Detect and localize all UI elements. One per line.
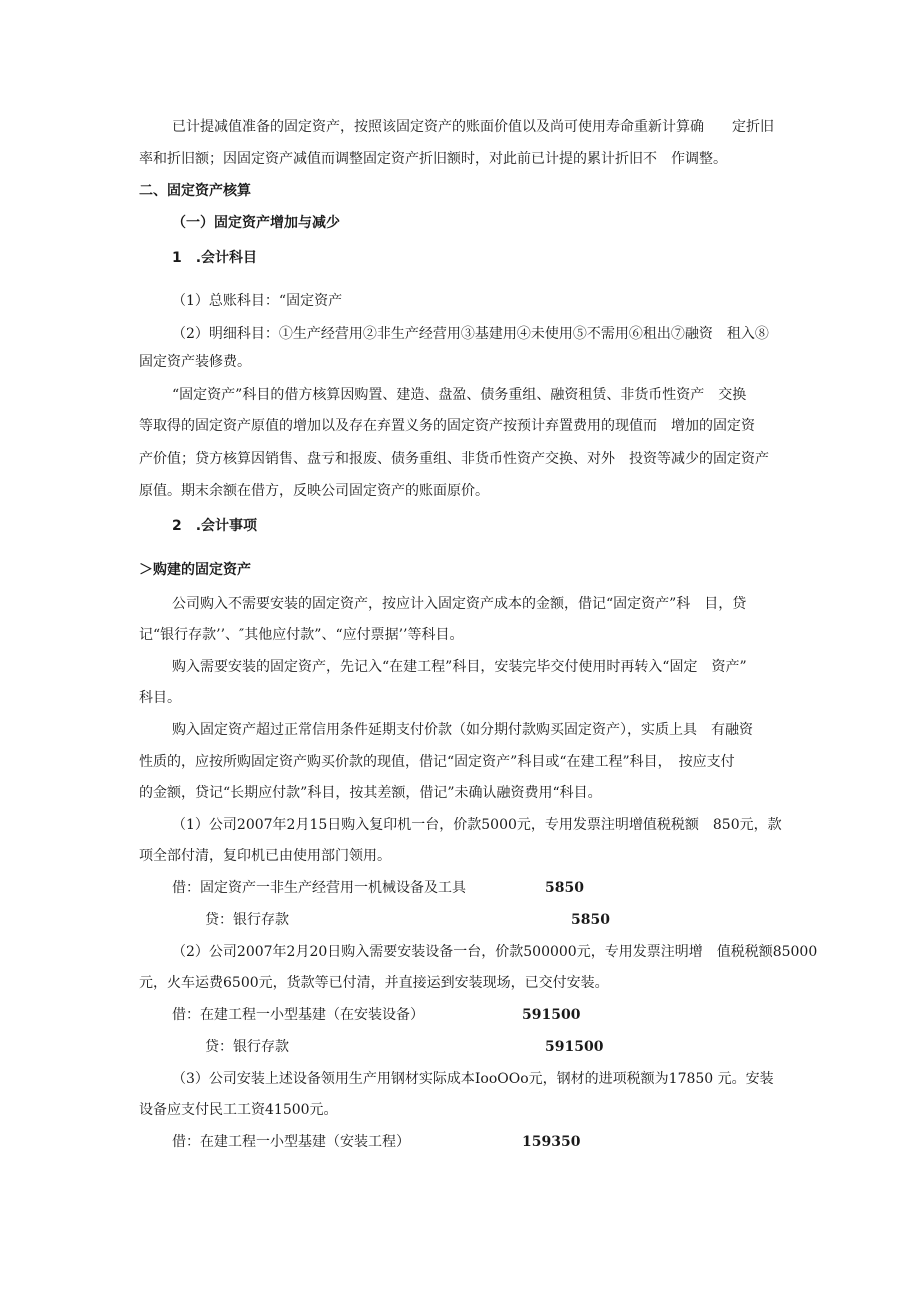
subsection-heading: ＞购建的固定资产 [139,562,251,578]
list-item: （2）明细科目：①生产经营用②非生产经营用③基建用④未使用⑤不需用⑥租出⑦融资 租入⑧ [172,326,769,342]
journal-credit: 贷：银行存款 [205,912,289,928]
paragraph-line: 科目。 [139,690,181,706]
journal-debit: 借：在建工程一小型基建（安装工程） [172,1134,410,1150]
paragraph-line: 记“银行存款’’、″其他应付款”、“应付票据’’等科目。 [139,627,464,643]
journal-debit: 借：在建工程一小型基建（在安装设备） [172,1007,424,1023]
list-item: 固定资产装修费。 [139,354,251,370]
subsection-heading: （一）固定资产增加与减少 [172,215,340,231]
item-heading: 1 .会计科目 [172,250,258,266]
paragraph-line: 公司购入不需要安装的固定资产，按应计入固定资产成本的金额，借记“固定资产”科 目，贷 [172,596,747,612]
example-line: 元，火车运费6500元，货款等已付清，并直接运到安装现场，已交付安装。 [139,975,609,991]
journal-amount: 591500 [522,1007,581,1023]
paragraph-line: 等取得的固定资产原值的增加以及存在弃置义务的固定资产按预计弃置费用的现值而 增加的固定资 [139,418,755,434]
paragraph-line: 购入固定资产超过正常信用条件延期支付价款（如分期付款购买固定资产），实质上具 有融资 [172,722,753,738]
section-heading: 二、固定资产核算 [139,183,251,199]
paragraph-line: 原值。期末余额在借方，反映公司固定资产的账面原价。 [139,483,489,499]
example-line: （2）公司2007年2月20日购入需要安装设备一台，价款500000元，专用发票注明增 值税税额85000 [172,944,818,960]
example-line: （1）公司2007年2月15日购入复印机一台，价款5000元，专用发票注明增值税税额 850元，款 [172,817,782,833]
journal-amount: 5850 [545,880,584,896]
paragraph-line: 已计提减值准备的固定资产，按照该固定资产的账面价值以及尚可使用寿命重新计算确 定折旧 [172,119,774,135]
journal-amount: 159350 [522,1134,581,1150]
paragraph-line: 购入需要安装的固定资产，先记入“在建工程”科目，安装完毕交付使用时再转入“固定 资产” [172,659,747,675]
journal-credit: 贷：银行存款 [205,1039,289,1055]
example-line: 设备应支付民工工资41500元。 [139,1102,338,1118]
paragraph-line: 产价值；贷方核算因销售、盘亏和报废、债务重组、非货币性资产交换、对外 投资等减少的固定资产 [139,451,769,467]
list-item: （1）总账科目：“固定资产 [172,293,343,309]
paragraph-line: 率和折旧额；因固定资产减值而调整固定资产折旧额时，对此前已计提的累计折旧不 作调整。 [139,151,727,167]
example-line: 项全部付清，复印机已由使用部门领用。 [139,848,391,864]
journal-debit: 借：固定资产一非生产经营用一机械设备及工具 [172,880,466,896]
paragraph-line: “固定资产”科目的借方核算因购置、建造、盘盈、债务重组、融资租赁、非货币性资产 交换 [172,387,747,403]
journal-amount: 5850 [571,912,610,928]
example-line: （3）公司安装上述设备领用生产用钢材实际成本IooOOo元，钢材的进项税额为17850 元。安装 [172,1071,774,1087]
journal-amount: 591500 [545,1039,604,1055]
paragraph-line: 性质的，应按所购固定资产购买价款的现值，借记“固定资产”科目或“在建工程”科目， 按应支付 [139,754,735,770]
paragraph-line: 的金额，贷记“长期应付款”科目，按其差额，借记”未确认融资费用“科目。 [139,785,602,801]
item-heading: 2 .会计事项 [172,518,258,534]
